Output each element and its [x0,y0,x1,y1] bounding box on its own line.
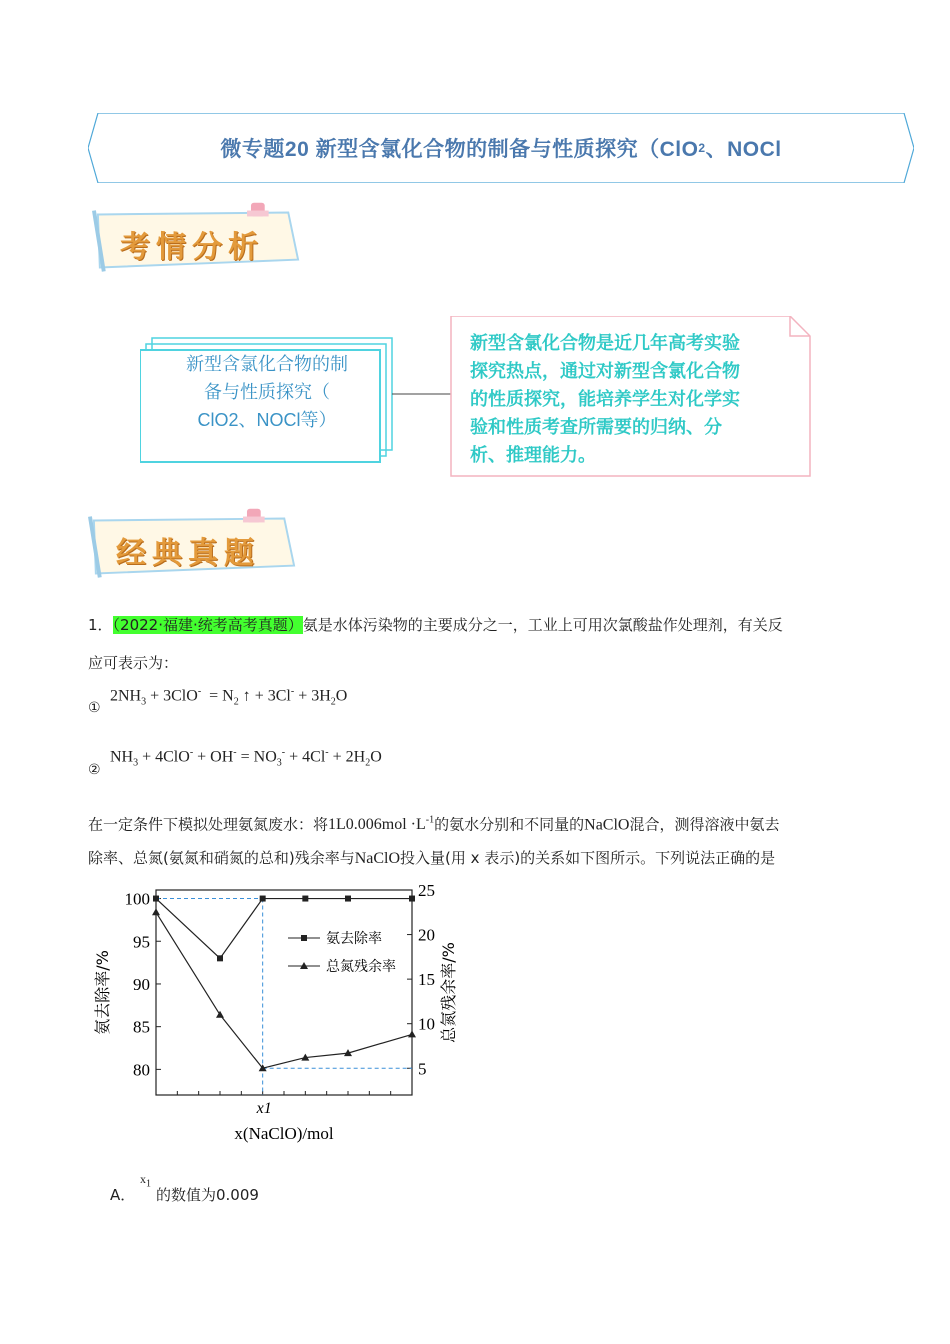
intro-text: 投入量(用 x 表示)的关系如下图所示。下列说法正确的是 [400,849,776,867]
option-a-variable [140,1172,151,1189]
y-left-tick-label: 85 [133,1017,150,1037]
concentration-exponent: -1 [425,815,435,826]
legend-marker-square [301,935,307,941]
data-point-triangle [152,908,160,915]
naclo-formula: NaClO [354,850,401,867]
legend-label: 总氮残余率 [326,959,396,975]
concentration-value: 1L0.006mol ·L [328,816,426,834]
y-right-axis-label: 总氮残余率/% [439,942,458,1043]
question-text: 氨是水体污染物的主要成分之一，工业上可用次氯酸盐作处理剂，有关反 [302,616,783,634]
y-right-tick-label: 10 [418,1014,435,1034]
data-point-square [260,896,266,902]
plot-frame [156,890,412,1095]
page-title [88,113,914,183]
option-a [110,1184,135,1206]
experiment-description [88,810,878,836]
analysis-section-label: 考情分析 [120,230,264,265]
y-left-tick-label: 90 [133,974,150,994]
option-label: A． [110,1186,136,1204]
description-line: 探究热点，通过对新型含氯化合物 [470,361,740,382]
variable-x: x [140,1172,146,1186]
x-tick-label: x1 [256,1100,272,1117]
y-left-tick-label: 100 [124,889,150,909]
series-line [156,899,412,959]
naclo-formula: NaClO [584,816,630,834]
y-left-tick-label: 80 [133,1060,150,1080]
analysis-description-box [470,330,780,470]
data-point-square [409,896,415,902]
description-line: 的性质探究，能培养学生对化学实 [470,389,740,410]
description-line: 析、推理能力。 [470,445,596,466]
question-number: 1． [88,616,113,634]
classic-section-label: 经典真题 [116,536,260,571]
question-stem [88,614,868,636]
y-right-tick-label: 25 [418,881,435,900]
title-subscript: 2 [698,141,706,155]
data-point-square [153,896,159,902]
y-left-axis-label: 氨去除率/% [93,950,112,1035]
legend-label: 氨去除率 [326,931,382,947]
data-point-triangle [216,1011,224,1018]
y-right-tick-label: 20 [418,925,435,945]
variable-subscript: 1 [146,1178,151,1190]
experiment-description-cont [88,847,878,870]
topic-line: ClO2、NOCl等） [197,410,337,430]
option-a-text: 的数值为0.009 [156,1186,259,1204]
y-left-tick-label: 95 [133,932,150,952]
question-stem-cont: 应可表示为： [88,654,179,672]
title-prefix: 微专题20 新型含氯化合物的制备与性质探究（ClO [220,138,699,161]
equation-1: $2NH_3 + 3ClO^- = N_2$ ↑ + $3Cl^- + 3H_2O$ [110,686,348,708]
data-point-triangle [408,1030,416,1037]
y-right-tick-label: 5 [418,1059,427,1079]
intro-text: 除率、总氮(氨氮和硝氮的总和)残余率与 [88,849,355,867]
x-axis-label: x(NaClO)/mol [234,1124,334,1143]
description-line: 验和性质考查所需要的归纳、分 [470,417,722,438]
intro-text: 在一定条件下模拟处理氨氮废水：将 [88,815,329,834]
equation-marker: ① [88,700,101,716]
data-point-square [302,896,308,902]
title-suffix: 、NOCl [705,138,782,161]
equation-2: $NH_3 + 4ClO^- + OH^- = NO_3^- + 4Cl^- + 2H_2O$ [110,747,382,769]
data-point-square [217,955,223,961]
description-line: 新型含氯化合物是近几年高考实验 [470,333,740,354]
ammonia-removal-chart [92,880,472,1145]
concentration [328,816,434,833]
y-right-tick-label: 15 [418,970,435,990]
topic-line: 备与性质探究（ [204,382,330,402]
equation-marker: ② [88,762,101,778]
data-point-square [345,896,351,902]
intro-text: 的氨水分别和不同量的 [434,815,585,834]
intro-text: 混合，测得溶液中氨去 [629,815,780,834]
question-source: （2022·福建·统考高考真题） [112,616,303,634]
analysis-topic-box [160,350,374,434]
topic-line: 新型含氯化合物的制 [186,354,348,374]
